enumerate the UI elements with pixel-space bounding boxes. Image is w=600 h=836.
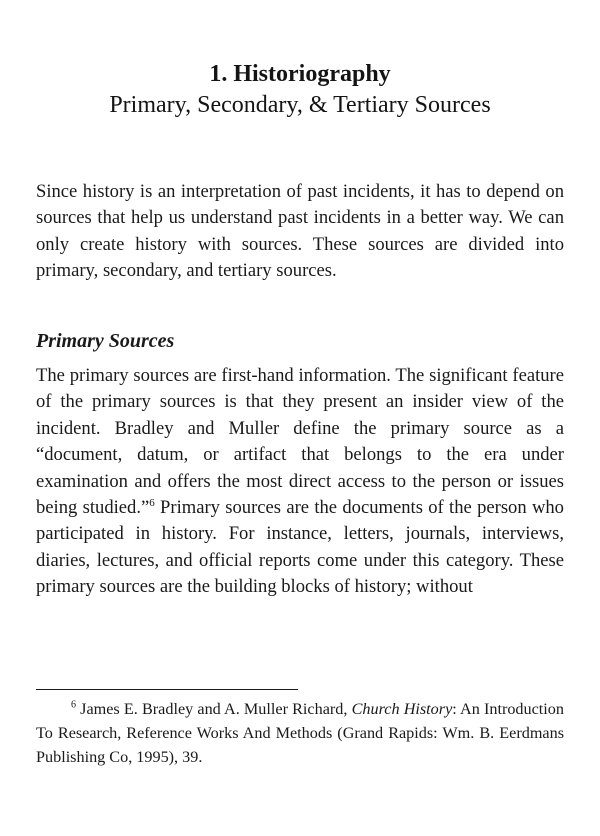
primary-sources-text-part-2: Primary sources are the documents of the person who participated in history. For instance, letters, journals, interviews, diaries, lectures, and official reports come under this category. These primary sources are the building blocks of history; without bbox=[36, 497, 564, 598]
footnote bbox=[36, 697, 564, 769]
chapter-title: 1. Historiography bbox=[209, 61, 391, 87]
footnote-authors: James E. Bradley and A. Muller Richard, bbox=[80, 700, 352, 718]
footnote-book-title: Church History bbox=[351, 700, 453, 718]
section-heading-primary-sources: Primary Sources bbox=[36, 330, 175, 352]
footnote-reference[interactable]: 6 bbox=[149, 496, 155, 509]
footnote-number: 6 bbox=[71, 699, 76, 711]
chapter-subtitle: Primary, Secondary, & Tertiary Sources bbox=[109, 92, 491, 118]
footnote-divider bbox=[36, 689, 298, 690]
primary-sources-paragraph bbox=[36, 363, 564, 601]
primary-sources-text-part-1: The primary sources are first-hand information. The significant feature of the primary sources is that they present an insider view of the incident. Bradley and Muller define the primary source as a “document, datum, or artifact that belongs to the era under examination and offers the most direct access to the person or issues being studied.” bbox=[36, 365, 564, 519]
footnote-details: : An Introduction To Research, Reference Works And Methods (Grand Rapids: Wm. B. Eerdmans Publishing Co, 1995), 39. bbox=[36, 700, 564, 766]
intro-paragraph: Since history is an interpretation of past incidents, it has to depend on sources that help us understand past incidents in a better way. We can only create history with sources. These sources are divided into primary, secondary, and tertiary sources. bbox=[36, 181, 564, 282]
